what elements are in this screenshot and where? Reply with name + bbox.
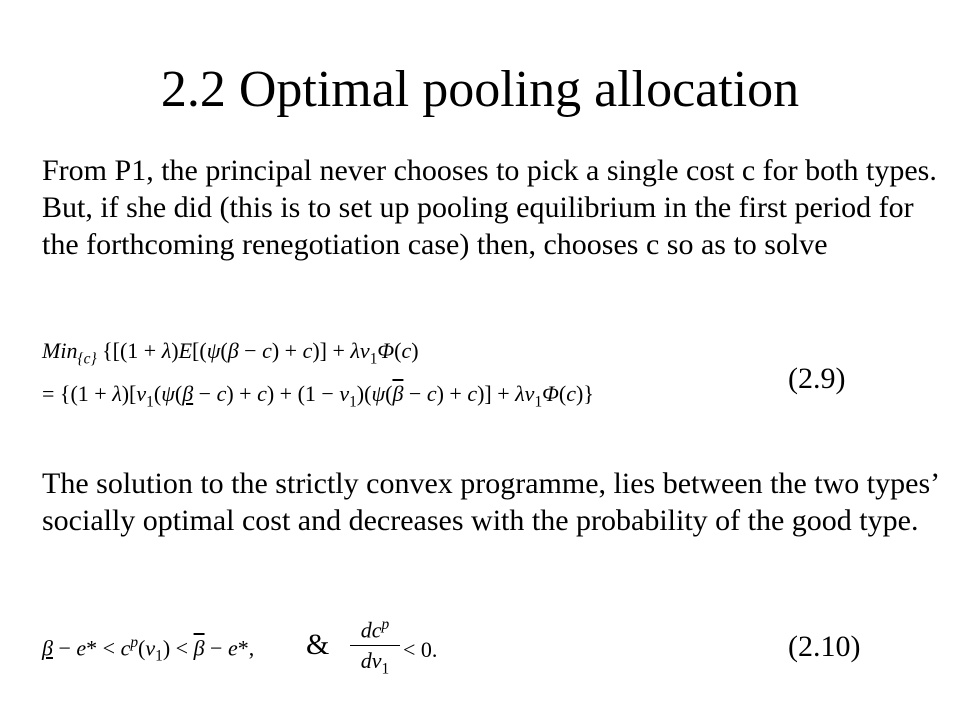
fraction-denominator: $dv_1$ (360, 648, 390, 678)
equation-2-10-rhs: < 0. (403, 637, 438, 662)
paragraph-intro: From P1, the principal never chooses to pick a single cost c for both types. But, if she did (this is to set up pooling equilibrium in the first period for the forthcoming renegotiation case) then, chooses c so as to solve (42, 154, 937, 261)
equation-2-10-lhs: $\beta - e* < c^p(v_1) < \overline{\beta} - e*$, (42, 634, 255, 665)
equation-label-2-9: (2.9) (788, 362, 846, 395)
equation-2-9-line2: = $\{(1 + \lambda)[v_1(\psi(\beta - c) + c) + (1 - v_1)(\psi(\overline{\beta} - c) + c)] + \lambda v_1\Phi(c)\}$ (42, 381, 594, 411)
equation-label-2-10: (2.10) (788, 630, 861, 663)
equation-2-10-ampersand: & (306, 628, 330, 661)
equation-2-9-line1: Min$_{\{c\}}$ {[$(1 + \lambda)E[(\psi(\beta - c) + c)] + \lambda v_1\Phi(c)$ (42, 338, 419, 368)
fraction-numerator: $dc^p$ (350, 616, 400, 646)
slide-title: 2.2 Optimal pooling allocation (160, 61, 800, 118)
equation-2-10-fraction (350, 616, 400, 679)
paragraph-solution: The solution to the strictly convex programme, lies between the two types’ socially optimal cost and decreases with the probability of the good type. (42, 467, 938, 537)
